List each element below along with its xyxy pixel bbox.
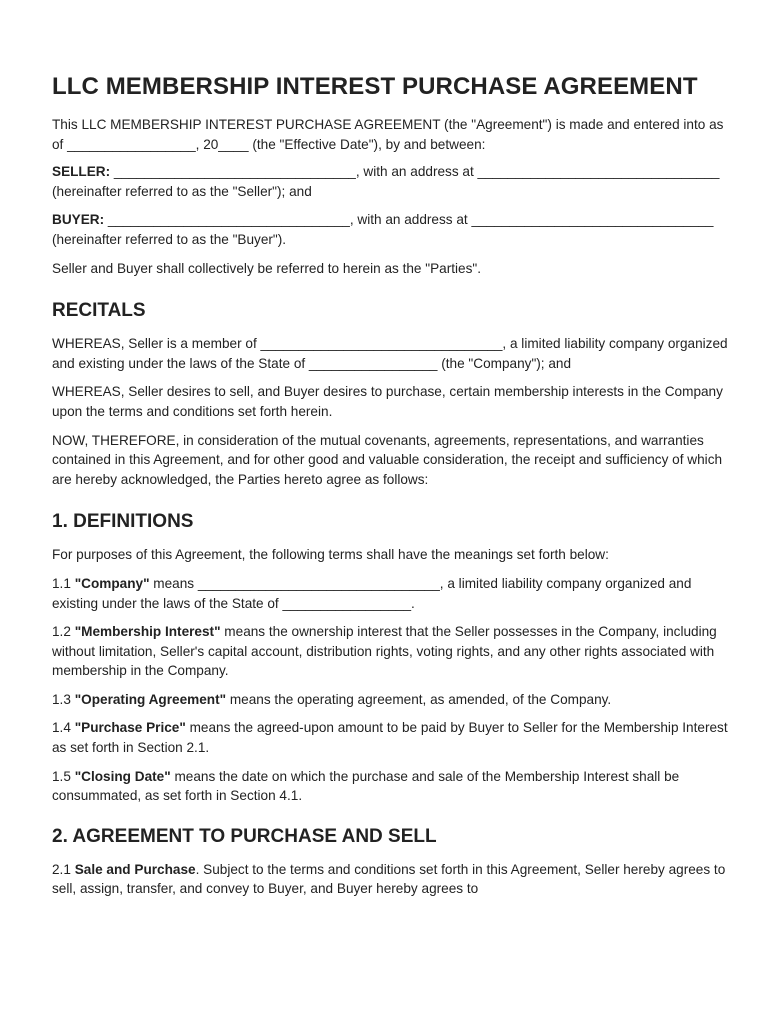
agreement-heading: 2. AGREEMENT TO PURCHASE AND SELL <box>52 825 437 847</box>
agreement-item <box>52 860 732 899</box>
definitions-heading: 1. DEFINITIONS <box>52 511 194 533</box>
definition-term: "Company" <box>74 575 150 591</box>
agreement-number: 2.1 <box>52 861 75 877</box>
agreement-text: . Subject to the terms and conditions set forth in this Agreement, Seller hereby agrees to sell, assign, transfer, and convey to Buyer, and Buyer hereby agrees to <box>52 861 726 897</box>
definition-number: 1.2 <box>52 624 75 640</box>
definition-item <box>52 574 732 613</box>
recital-paragraph: WHEREAS, Seller desires to sell, and Buyer desires to purchase, certain membership interests in the Company upon the terms and conditions set forth herein. <box>52 384 723 419</box>
document-title: LLC MEMBERSHIP INTEREST PURCHASE AGREEMENT <box>52 73 698 100</box>
parties-note: Seller and Buyer shall collectively be referred to herein as the "Parties". <box>52 260 482 276</box>
definition-text: means ________________________________, a limited liability company organized and existing under the laws of the State of _________________. <box>52 575 692 611</box>
intro-paragraph: This LLC MEMBERSHIP INTEREST PURCHASE AGREEMENT (the "Agreement") is made and entered into as of _________________, 20____ (the "Effective Date"), by and between: <box>52 117 724 152</box>
seller-label: SELLER: <box>52 164 111 180</box>
definition-number: 1.4 <box>52 720 75 736</box>
buyer-text: ________________________________, with an address at ________________________________ (hereinafter referred to as the "Buyer"). <box>52 212 714 247</box>
definition-number: 1.3 <box>52 691 75 707</box>
definition-item <box>52 690 732 710</box>
seller-paragraph <box>52 162 732 201</box>
recital-paragraph: NOW, THEREFORE, in consideration of the mutual covenants, agreements, representations, and warranties contained in this Agreement, and for other good and valuable consideration, the receipt and sufficiency of which are hereby acknowledged, the Parties hereto agree as follows: <box>52 432 723 487</box>
buyer-paragraph <box>52 210 732 249</box>
definition-text: means the operating agreement, as amended, of the Company. <box>226 691 612 707</box>
definition-text: means the ownership interest that the Seller possesses in the Company, including without limitation, Seller's capital account, distribution rights, voting rights, and any other rights associated with membership in the Company. <box>52 624 717 679</box>
definition-term: "Closing Date" <box>74 768 171 784</box>
definitions-intro: For purposes of this Agreement, the following terms shall have the meanings set forth below: <box>52 547 609 563</box>
recital-paragraph: WHEREAS, Seller is a member of ________________________________, a limited liability company organized and existing under the laws of the State of _________________ (the "Company"); and <box>52 336 728 371</box>
agreement-term: Sale and Purchase <box>74 861 196 877</box>
definition-item <box>52 767 732 806</box>
definition-number: 1.5 <box>52 768 75 784</box>
recitals-heading: RECITALS <box>52 300 146 322</box>
definition-text: means the agreed-upon amount to be paid by Buyer to Seller for the Membership Interest as set forth in Section 2.1. <box>52 720 728 756</box>
definition-text: means the date on which the purchase and sale of the Membership Interest shall be consummated, as set forth in Section 4.1. <box>52 768 680 804</box>
definition-item <box>52 622 732 681</box>
document-body <box>52 70 732 908</box>
definition-item <box>52 718 732 757</box>
buyer-label: BUYER: <box>52 212 105 228</box>
definition-term: "Purchase Price" <box>74 720 186 736</box>
seller-text: ________________________________, with an address at ________________________________ (hereinafter referred to as the "Seller"); and <box>52 164 720 199</box>
definition-term: "Membership Interest" <box>74 624 221 640</box>
definition-number: 1.1 <box>52 575 75 591</box>
definition-term: "Operating Agreement" <box>74 691 227 707</box>
